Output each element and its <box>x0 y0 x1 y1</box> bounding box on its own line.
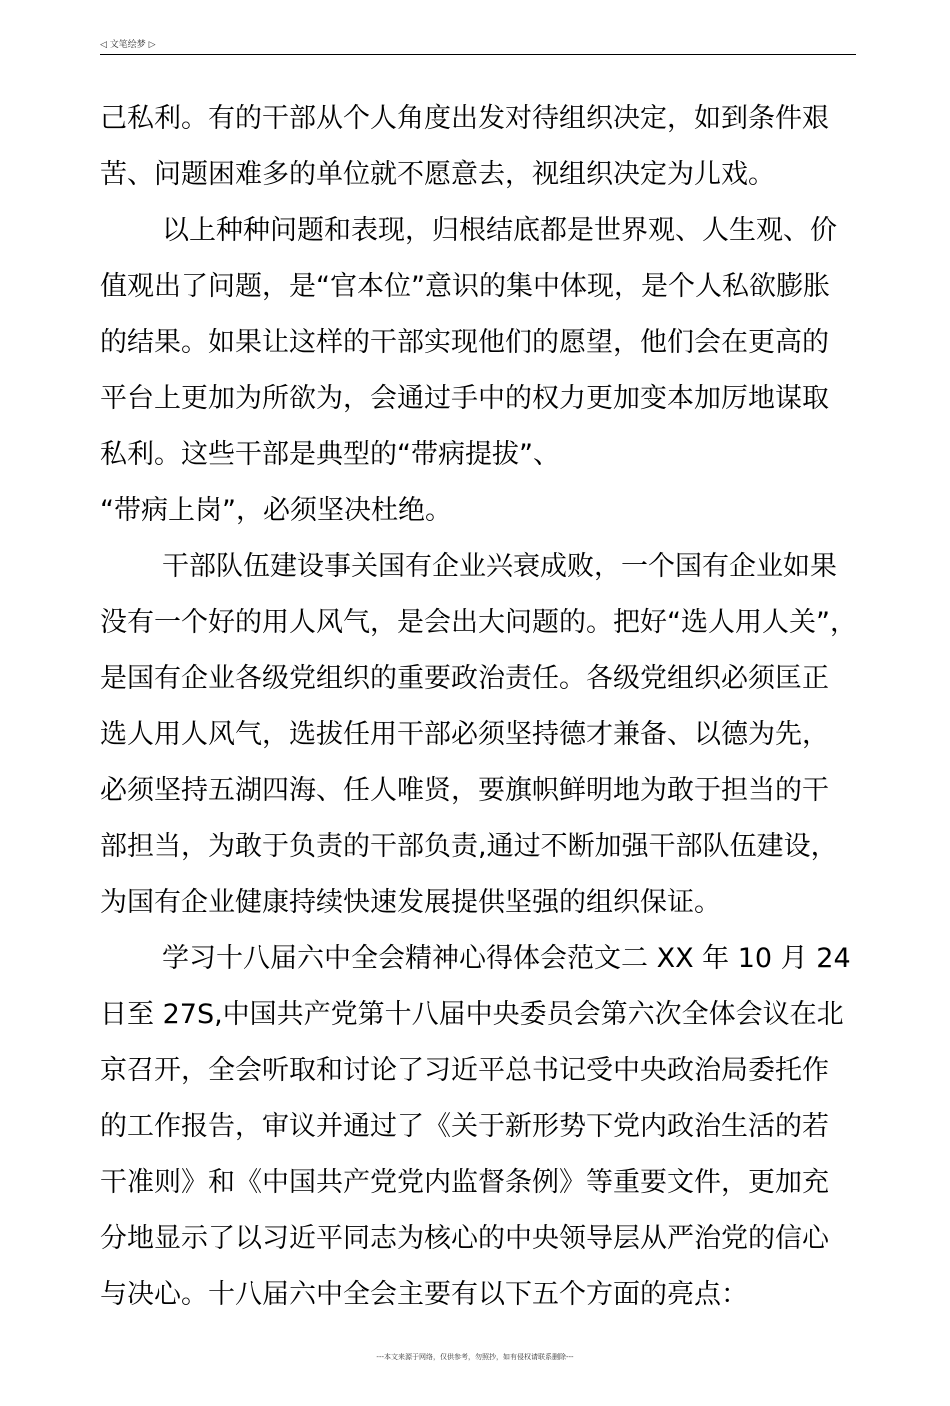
document-body <box>100 91 860 1323</box>
paragraph-start-line: 以上种种问题和表现，归根结底都是世界观、人生观、价 <box>162 215 837 246</box>
body-line: 与决心。十八届六中全会主要有以下五个方面的亮点： <box>100 1279 748 1310</box>
body-line: 值观出了问题，是“官本位”意识的集中体现，是个人私欲膨胀 <box>100 271 830 302</box>
body-line: 己私利。有的干部从个人角度出发对待组织决定，如到条件艰 <box>100 103 829 134</box>
body-line: 必须坚持五湖四海、任人唯贤，要旗帜鲜明地为敢于担当的干 <box>100 775 829 806</box>
body-line: 选人用人风气，选拔任用干部必须坚持德才兼备、以德为先， <box>100 719 829 750</box>
body-line: 没有一个好的用人风气，是会出大问题的。把好“选人用人关”， <box>100 607 857 638</box>
page-header <box>100 38 856 55</box>
body-line: 是国有企业各级党组织的重要政治责任。各级党组织必须匡正 <box>100 663 829 694</box>
body-line: 的结果。如果让这样的干部实现他们的愿望，他们会在更高的 <box>100 327 829 358</box>
page-footer: ---本文来源于网络，仅供参考，勿照抄，如有侵权请联系删除--- <box>376 1353 574 1361</box>
body-line: 分地显示了以习近平同志为核心的中央领导层从严治党的信心 <box>100 1223 829 1254</box>
body-line: 日至 27S,中国共产党第十八届中央委员会第六次全体会议在北 <box>100 999 844 1030</box>
body-line: “带病上岗”，必须坚决杜绝。 <box>100 495 452 526</box>
body-line: 部担当，为敢于负责的干部负责,通过不断加强干部队伍建设， <box>100 831 838 862</box>
body-line: 干准则》和《中国共产党党内监督条例》等重要文件，更加充 <box>100 1167 829 1198</box>
header-text: ◁ 文笔绘梦 ▷ <box>100 40 156 50</box>
body-line: 为国有企业健康持续快速发展提供坚强的组织保证。 <box>100 887 721 918</box>
paragraph-start-line: 学习十八届六中全会精神心得体会范文二 XX 年 10 月 24 <box>162 943 851 974</box>
body-line: 苦、问题困难多的单位就不愿意去，视组织决定为儿戏。 <box>100 159 775 190</box>
body-line: 京召开，全会听取和讨论了习近平总书记受中央政治局委托作 <box>100 1055 829 1086</box>
body-line: 的工作报告，审议并通过了《关于新形势下党内政治生活的若 <box>100 1111 829 1142</box>
body-line: 平台上更加为所欲为，会通过手中的权力更加变本加厉地谋取 <box>100 383 829 414</box>
paragraph-start-line: 干部队伍建设事关国有企业兴衰成败，一个国有企业如果 <box>162 551 837 582</box>
body-line: 私利。这些干部是典型的“带病提拔”、 <box>100 439 560 470</box>
